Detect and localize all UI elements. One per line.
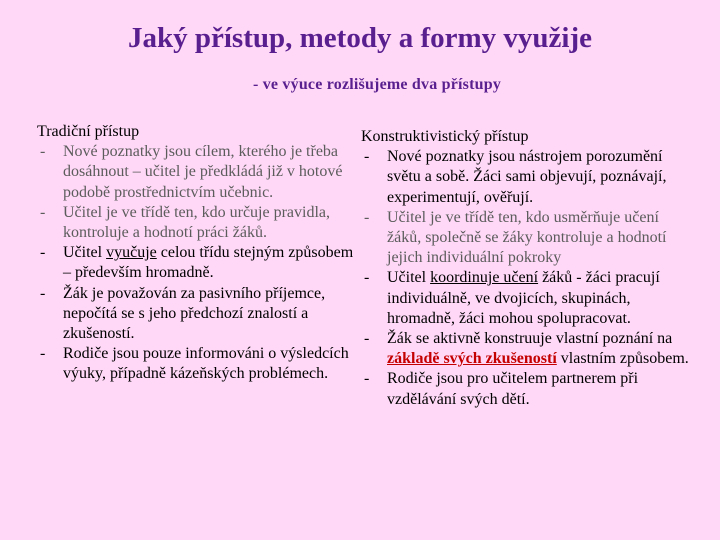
list-item-text: Učitel	[387, 269, 431, 287]
list-item-text: Učitel	[63, 244, 107, 262]
emphasis-underlined: vyučuje	[106, 244, 157, 262]
list-item	[361, 329, 691, 369]
list-item: - Učitel je ve třídě ten, kdo určuje pravidla, kontroluje a hodnotí práci žáků.	[37, 203, 355, 243]
list-item-text: vlastním způsobem.	[556, 350, 689, 368]
constructivist-approach-heading: Konstruktivistický přístup	[361, 128, 529, 145]
emphasis-red-underlined: základě svých zkušeností	[387, 350, 557, 368]
list-item: - Rodiče jsou pouze informováni o výsledcích výuky, případně kázeňských problémech.	[37, 344, 355, 384]
constructivist-approach-list	[361, 147, 691, 410]
traditional-approach-list	[37, 142, 355, 384]
slide-subtitle: - ve výuce rozlišujeme dva přístupy	[253, 76, 502, 93]
list-item	[37, 243, 355, 283]
list-item	[361, 268, 691, 329]
traditional-approach-heading: Tradiční přístup	[37, 123, 140, 140]
emphasis-underlined: koordinuje učení	[430, 269, 539, 287]
constructivist-approach-column	[361, 127, 691, 410]
list-item: - Nové poznatky jsou nástrojem porozumění světu a sobě. Žáci sami objevují, poznávají, experimentují, ověřují.	[361, 147, 691, 208]
traditional-approach-column	[37, 122, 355, 385]
list-item: - Žák je považován za pasivního příjemce, nepočítá se s jeho předchozí znalostí a zkušeností.	[37, 284, 355, 345]
list-item: - Nové poznatky jsou cílem, kterého je třeba dosáhnout – učitel je předkládá již v hotové podobě prostřednictvím učebnic.	[37, 142, 355, 203]
list-item: - Rodiče jsou pro učitelem partnerem při vzdělávání svých dětí.	[361, 369, 691, 409]
list-item-text: Žák se aktivně konstruuje vlastní poznání na	[387, 330, 673, 348]
list-item-text: žáků - žáci pracují individuálně, ve dvojicích, skupinách, hromadně, žáci mohou spolupracovat.	[387, 269, 660, 327]
list-item: - Učitel je ve třídě ten, kdo usměrňuje učení žáků, společně se žáky kontroluje a hodnotí jejich individuální pokroky	[361, 208, 691, 269]
list-item-text: celou třídu stejným způsobem – především hromadně.	[63, 244, 354, 282]
slide-title: Jaký přístup, metody a formy využije	[128, 22, 592, 54]
